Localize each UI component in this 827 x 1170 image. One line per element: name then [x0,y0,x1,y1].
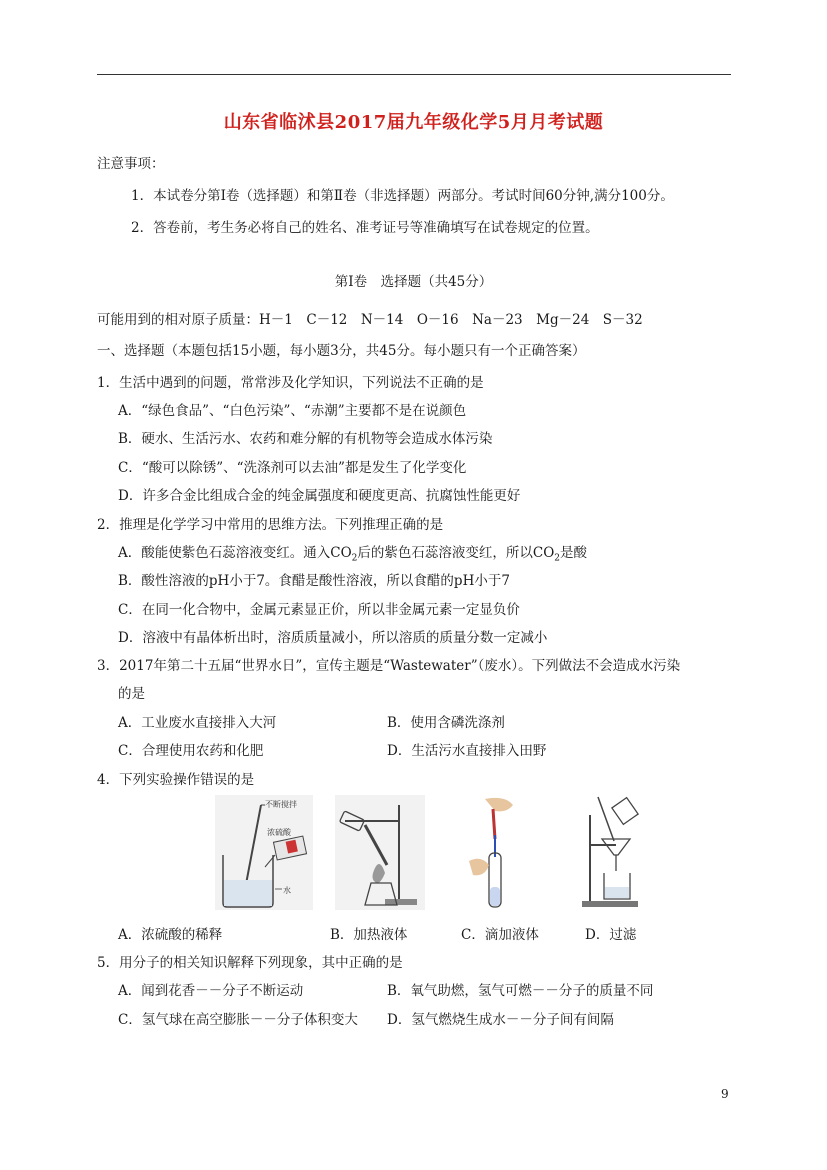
heating-figure [335,795,425,910]
header-rule [97,74,731,75]
dilution-figure [215,795,313,910]
q4-option-b: B．加热液体 [330,927,408,943]
q5-option-b: B．氧气助燃，氢气可燃－－分子的质量不同 [387,983,654,999]
q4-option-d: D．过滤 [585,927,637,943]
q1-option-b: B．硬水、生活污水、农药和难分解的有机物等会造成水体污染 [118,431,493,447]
q4-option-a: A．浓硫酸的稀释 [118,927,223,943]
q1-option-c: C．“酸可以除锈”、“洗涤剂可以去油”都是发生了化学变化 [118,460,467,476]
q3-option-c: C．合理使用农药和化肥 [118,743,264,759]
fig-label-acid: 浓硫酸 [267,828,291,837]
section-title: 第Ⅰ卷 选择题（共45分） [334,274,493,290]
q1-option-a: A．“绿色食品”、“白色污染”、“赤潮”主要都不是在说颜色 [118,403,467,419]
q2-a-text-3: 是酸 [560,545,588,561]
q2-option-b: B．酸性溶液的pH小于7。食醋是酸性溶液，所以食醋的pH小于7 [118,573,510,589]
notice-item-2: 2．答卷前，考生务必将自己的姓名、准考证号等准确填写在试卷规定的位置。 [131,220,599,236]
q2-option-d: D．溶液中有晶体析出时，溶质质量减小，所以溶质的质量分数一定减小 [118,630,548,646]
dropping-figure [465,795,525,910]
q3-option-a: A．工业废水直接排入大河 [118,715,277,731]
notice-item-1: 1．本试卷分第Ⅰ卷（选择题）和第Ⅱ卷（非选择题）两部分。考试时间60分钟,满分100分。 [131,188,674,204]
q2-a-text-2: 后的紫色石蕊溶液变红，所以CO [357,545,555,561]
q2-a-sub-1: 2 [351,553,358,564]
fig-label-water: 水 [283,886,291,895]
q4-figures [210,795,650,915]
q2-option-a [118,541,587,564]
page-number: 9 [721,1087,729,1101]
q1-option-d: D．许多合金比组成合金的纯金属强度和硬度更高、抗腐蚀性能更好 [118,488,521,504]
part-one-heading: 一、选择题（本题包括15小题，每小题3分，共45分。每小题只有一个正确答案） [97,343,586,359]
q2-stem: 2．推理是化学学习中常用的思维方法。下列推理正确的是 [97,517,444,533]
q3-stem-line-2: 的是 [118,686,145,702]
notice-heading: 注意事项： [97,156,165,172]
q5-stem: 5．用分子的相关知识解释下列现象，其中正确的是 [97,955,403,971]
fig-label-stir: 不断搅拌 [265,800,297,809]
page-title: 山东省临沭县2017届九年级化学5月月考试题 [223,112,604,133]
q2-option-c: C．在同一化合物中，金属元素显正价，所以非金属元素一定显负价 [118,602,520,618]
q3-stem-line-1: 3．2017年第二十五届“世界水日”，宣传主题是“Wastewater”（废水）。下列做法不会造成水污染 [97,658,681,674]
q4-stem: 4．下列实验操作错误的是 [97,772,255,788]
filtration-figure [580,795,645,910]
q5-option-a: A．闻到花香－－分子不断运动 [118,983,304,999]
q5-option-c: C．氢气球在高空膨胀－－分子体积变大 [118,1012,358,1028]
q1-stem: 1．生活中遇到的问题，常常涉及化学知识，下列说法不正确的是 [97,375,484,391]
q5-option-d: D．氢气燃烧生成水－－分子间有间隔 [387,1012,614,1028]
q3-option-d: D．生活污水直接排入田野 [387,743,547,759]
atomic-masses: 可能用到的相对原子质量：H－1 C－12 N－14 O－16 Na－23 Mg－24 S－32 [97,312,643,328]
q4-option-c: C．滴加液体 [461,927,539,943]
q2-a-text-1: A．酸能使紫色石蕊溶液变红。通入CO [118,545,352,561]
q3-option-b: B．使用含磷洗涤剂 [387,715,505,731]
q2-a-sub-2: 2 [554,553,561,564]
